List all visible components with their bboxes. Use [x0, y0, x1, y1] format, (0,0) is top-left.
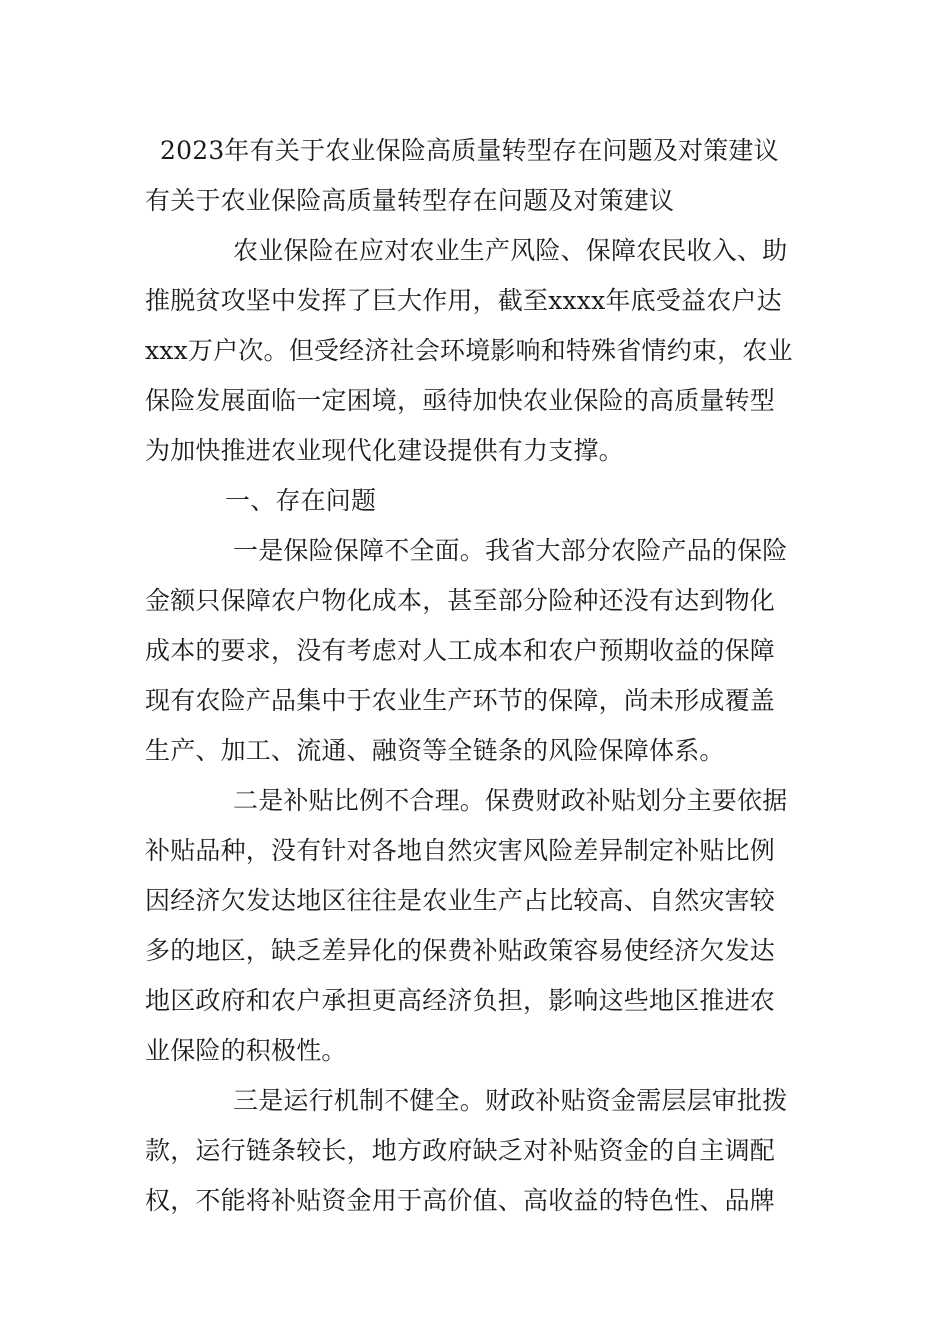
section-heading: 一、存在问题 [225, 486, 377, 515]
paragraph-line: xxx万户次。但受经济社会环境影响和特殊省情约束，农业 [145, 336, 793, 365]
paragraph-line: 因经济欠发达地区往往是农业生产占比较高、自然灾害较 [145, 886, 776, 915]
paragraph-line: 款，运行链条较长，地方政府缺乏对补贴资金的自主调配 [145, 1136, 776, 1165]
document-subtitle: 有关于农业保险高质量转型存在问题及对策建议 [145, 186, 675, 215]
paragraph-line: 一是保险保障不全面。我省大部分农险产品的保险 [233, 536, 788, 565]
paragraph-line: 业保险的积极性。 [145, 1036, 347, 1065]
paragraph-line: 保险发展面临一定困境，亟待加快农业保险的高质量转型 [145, 386, 776, 415]
paragraph-line: 现有农险产品集中于农业生产环节的保障，尚未形成覆盖 [145, 686, 776, 715]
paragraph-line: 多的地区，缺乏差异化的保费补贴政策容易使经济欠发达 [145, 936, 776, 965]
paragraph-line: 生产、加工、流通、融资等全链条的风险保障体系。 [145, 736, 725, 765]
paragraph-line: 二是补贴比例不合理。保费财政补贴划分主要依据 [233, 786, 788, 815]
paragraph-line: 权，不能将补贴资金用于高价值、高收益的特色性、品牌 [145, 1186, 776, 1215]
paragraph-line: 三是运行机制不健全。财政补贴资金需层层审批拨 [233, 1086, 788, 1115]
paragraph-line: 农业保险在应对农业生产风险、保障农民收入、助 [233, 236, 788, 265]
paragraph-line: 为加快推进农业现代化建设提供有力支撑。 [145, 436, 624, 465]
document-title: 2023年有关于农业保险高质量转型存在问题及对策建议 [160, 136, 779, 165]
paragraph-line: 地区政府和农户承担更高经济负担，影响这些地区推进农 [145, 986, 776, 1015]
paragraph-line: 成本的要求，没有考虑对人工成本和农户预期收益的保障 [145, 636, 776, 665]
paragraph-line: 推脱贫攻坚中发挥了巨大作用，截至xxxx年底受益农户达 [145, 286, 782, 315]
paragraph-line: 金额只保障农户物化成本，甚至部分险种还没有达到物化 [145, 586, 776, 615]
paragraph-line: 补贴品种，没有针对各地自然灾害风险差异制定补贴比例 [145, 836, 776, 865]
